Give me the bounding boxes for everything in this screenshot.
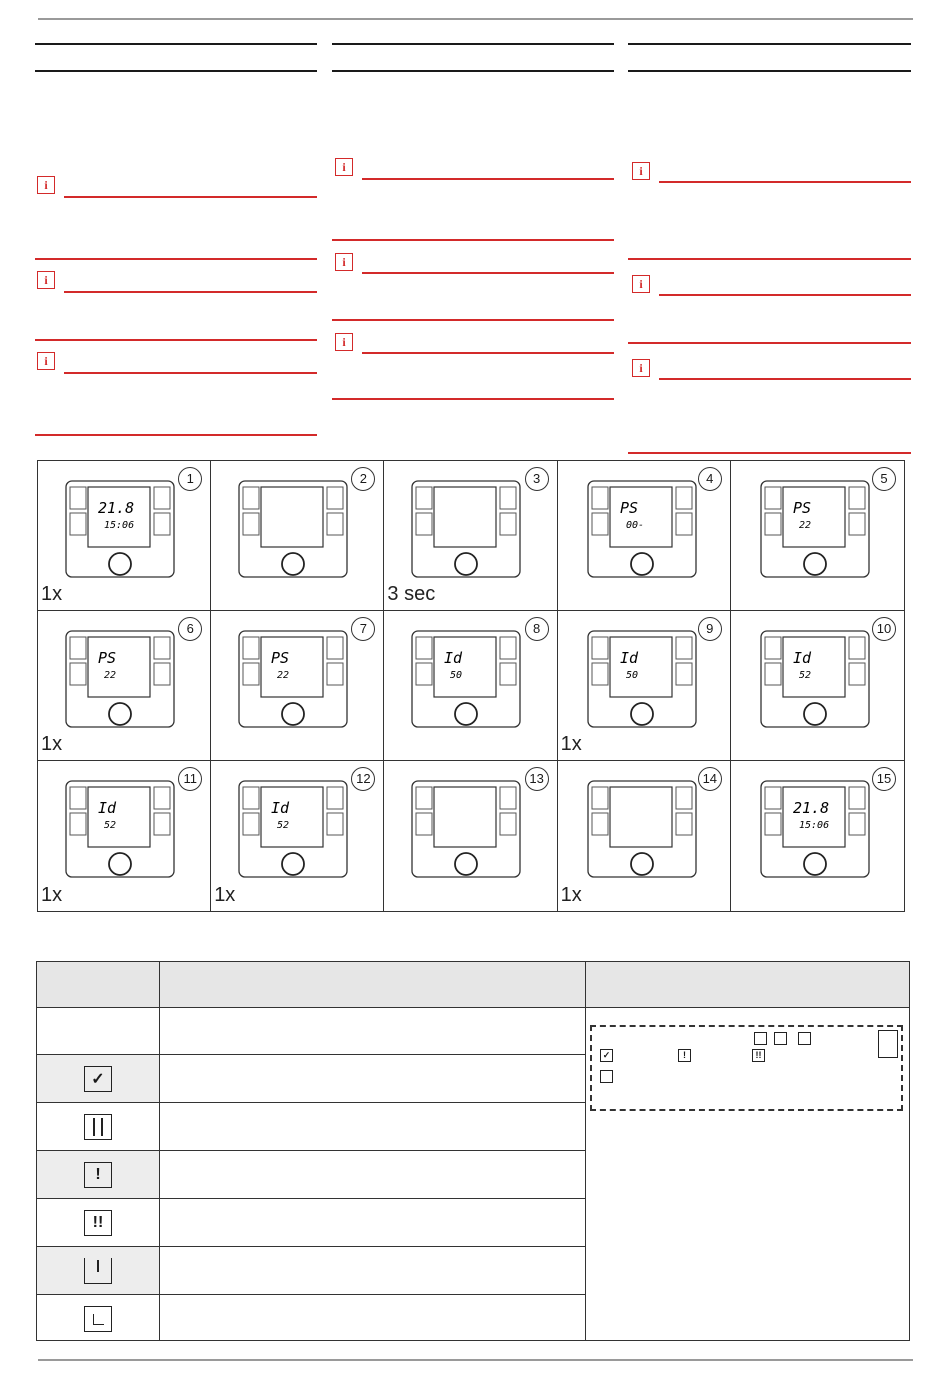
note-rule [35,434,317,436]
thermostat-button [765,813,781,835]
thermostat-screen [783,487,845,547]
display-main-text: Id [444,649,463,667]
bracket-top-icon [754,1032,767,1045]
note-rule [35,339,317,341]
display-sub-text: 50 [625,670,638,681]
thermostat-button [765,663,781,685]
thermostat-screen [610,637,672,697]
thermostat-screen [88,637,150,697]
thermostat-screen [261,637,323,697]
step-caption: 1x [41,583,63,605]
steps-grid [37,460,905,912]
display-sub-text: 22 [277,670,290,681]
icon-cell [37,1295,159,1343]
note-rule [35,258,317,260]
info-icon: i [632,162,650,180]
thermostat-knob [282,853,304,875]
thermostat-button [500,787,516,809]
step-caption: 1x [41,884,63,906]
step-number: 4 [698,467,722,491]
thermostat-button [765,637,781,659]
legend-box [590,1025,903,1111]
display-main-text: Id [619,649,638,667]
display-sub-text: 15:06 [104,520,135,531]
thermostat-button [327,637,343,659]
thermostat-knob [282,703,304,725]
step-number: 9 [698,617,722,641]
check-icon: ✓ [84,1066,112,1092]
icon-cell [37,1055,159,1102]
table-row [37,1055,585,1103]
thermostat-button [765,513,781,535]
step-cell [731,611,904,761]
icon-cell [37,1151,159,1198]
col1-rule-sub [35,70,317,72]
thermostat-button [416,787,432,809]
thermostat-button [765,487,781,509]
thermostat-button [676,813,692,835]
step-caption: 1x [560,733,582,755]
step-number: 13 [525,767,549,791]
thermostat-button [416,513,432,535]
thermostat-screen [88,487,150,547]
display-sub-text: 52 [277,820,290,831]
thermostat-button [70,813,86,835]
display-main-text: Id [271,799,290,817]
step-cell [558,461,731,611]
display-sub-text: 22 [104,670,117,681]
double-exclamation-icon: !! [752,1049,765,1062]
note-rule [64,291,317,293]
thermostat-button [154,487,170,509]
thermostat-button [500,637,516,659]
thermostat-button [849,487,865,509]
thermostat-knob [455,703,477,725]
step-cell [384,761,557,911]
split-icon [798,1032,811,1045]
thermostat-button [416,637,432,659]
note-rule [628,342,911,344]
thermostat-button [70,637,86,659]
thermostat-button [592,787,608,809]
thermostat-knob [631,853,653,875]
exclamation-icon: ! [84,1162,112,1188]
step-number: 7 [351,617,375,641]
corner-icon [84,1306,112,1332]
thermostat-button [592,637,608,659]
step-cell [38,611,211,761]
thermostat-knob [455,553,477,575]
display-main-text: PS [619,499,638,517]
thermostat-knob [804,553,826,575]
status-table [36,961,910,1341]
thermostat-button [416,487,432,509]
thermostat-screen [783,637,845,697]
thermostat-button [500,813,516,835]
double-exclamation-icon: !! [84,1210,112,1236]
step-cell [384,611,557,761]
info-icon: i [335,253,353,271]
split-icon [600,1070,613,1083]
thermostat-button [154,513,170,535]
thermostat-knob [631,703,653,725]
thermostat-button [416,813,432,835]
display-main-text: PS [271,649,290,667]
thermostat-button [500,487,516,509]
note-rule [659,181,911,183]
thermostat-button [592,487,608,509]
icon-cell [37,1103,159,1150]
check-icon: ✓ [600,1049,613,1062]
step-number: 5 [872,467,896,491]
thermostat-button [70,513,86,535]
step-caption: 3 sec [387,583,436,605]
thermostat-screen [261,487,323,547]
thermostat-button [243,787,259,809]
thermostat-button [154,813,170,835]
thermostat-screen [434,637,496,697]
page-bottom-rule [38,1359,913,1361]
note-rule [628,258,911,260]
thermostat-knob [804,703,826,725]
thermostat-button [327,813,343,835]
thermostat-button [676,513,692,535]
thermostat-button [592,513,608,535]
step-cell [558,761,731,911]
info-icon: i [632,359,650,377]
icon-cell [37,1199,159,1246]
split-icon [84,1114,112,1140]
display-sub-text: 50 [450,670,463,681]
thermostat-screen [88,787,150,847]
display-main-text: PS [98,649,117,667]
display-sub-text: 52 [798,670,811,681]
display-sub-text: 52 [104,820,117,831]
display-sub-text: 15:06 [798,820,829,831]
thermostat-button [416,663,432,685]
display-main-text: 21.8 [792,799,829,817]
table-header [37,962,909,1008]
info-icon: i [632,275,650,293]
step-cell [558,611,731,761]
thermostat-button [70,663,86,685]
table-row [37,1247,585,1295]
display-main-text: 21.8 [98,499,135,517]
step-number: 12 [351,767,375,791]
thermostat-screen [783,787,845,847]
thermostat-screen [610,487,672,547]
step-number: 6 [178,617,202,641]
note-rule [628,452,911,454]
display-sub-text: 22 [798,520,811,531]
thermostat-knob [804,853,826,875]
note-rule [362,178,614,180]
thermostat-knob [109,553,131,575]
thermostat-button [243,513,259,535]
thermostat-screen [610,787,672,847]
note-rule [362,272,614,274]
thermostat-button [849,813,865,835]
thermostat-button [765,787,781,809]
thermostat-button [849,637,865,659]
thermostat-knob [631,553,653,575]
step-caption: 1x [560,884,582,906]
note-rule [64,372,317,374]
display-main-text: PS [792,499,811,517]
table-divider [585,962,586,1340]
thermostat-knob [109,703,131,725]
display-main-text: Id [98,799,117,817]
exclamation-icon: ! [678,1049,691,1062]
thermostat-button [676,663,692,685]
step-cell [211,761,384,911]
info-icon: i [37,176,55,194]
note-rule [659,378,911,380]
note-rule [332,398,614,400]
display-main-text: Id [792,649,811,667]
thermostat-button [154,637,170,659]
col3-rule-sub [628,70,911,72]
step-number: 1 [178,467,202,491]
info-icon: i [37,271,55,289]
step-number: 10 [872,617,896,641]
step-number: 3 [525,467,549,491]
thermostat-button [676,637,692,659]
note-rule [332,319,614,321]
bracket-top-icon [84,1258,112,1284]
table-row [37,1007,585,1055]
thermostat-button [849,787,865,809]
thermostat-knob [455,853,477,875]
info-icon: i [37,352,55,370]
note-rule [332,239,614,241]
info-icon: i [335,333,353,351]
thermostat-button [849,513,865,535]
thermostat-button [500,663,516,685]
thermostat-button [849,663,865,685]
step-number: 2 [351,467,375,491]
step-number: 14 [698,767,722,791]
step-cell [211,461,384,611]
icon-cell [37,1247,159,1294]
table-row [37,1103,585,1151]
note-rule [64,196,317,198]
step-cell [211,611,384,761]
thermostat-knob [109,853,131,875]
icon-cell [37,1007,159,1054]
thermostat-button [327,787,343,809]
thermostat-button [592,813,608,835]
note-rule [659,294,911,296]
thermostat-button [154,787,170,809]
thermostat-button [243,637,259,659]
note-rule [362,352,614,354]
wrench-alert-icon [878,1030,898,1058]
col1-rule-top [35,43,317,45]
table-row [37,1295,585,1343]
col2-rule-sub [332,70,614,72]
thermostat-button [500,513,516,535]
thermostat-button [676,487,692,509]
step-caption: 1x [41,733,63,755]
thermostat-button [70,787,86,809]
table-row [37,1151,585,1199]
thermostat-button [243,663,259,685]
thermostat-button [676,787,692,809]
step-cell [731,761,904,911]
thermostat-screen [434,787,496,847]
thermostat-button [327,663,343,685]
thermostat-button [327,487,343,509]
thermostat-button [154,663,170,685]
display-sub-text: 00- [625,520,644,531]
thermostat-button [592,663,608,685]
step-number: 15 [872,767,896,791]
step-caption: 1x [214,884,236,906]
thermostat-button [327,513,343,535]
corner-icon [774,1032,787,1045]
step-number: 11 [178,767,202,791]
thermostat-screen [434,487,496,547]
col3-rule-top [628,43,911,45]
step-number: 8 [525,617,549,641]
table-row [37,1199,585,1247]
thermostat-button [243,813,259,835]
page-top-rule [38,18,913,20]
step-cell [38,761,211,911]
step-cell [731,461,904,611]
thermostat-screen [261,787,323,847]
step-cell [38,461,211,611]
thermostat-knob [282,553,304,575]
thermostat-button [70,487,86,509]
step-cell [384,461,557,611]
thermostat-button [243,487,259,509]
info-icon: i [335,158,353,176]
col2-rule-top [332,43,614,45]
